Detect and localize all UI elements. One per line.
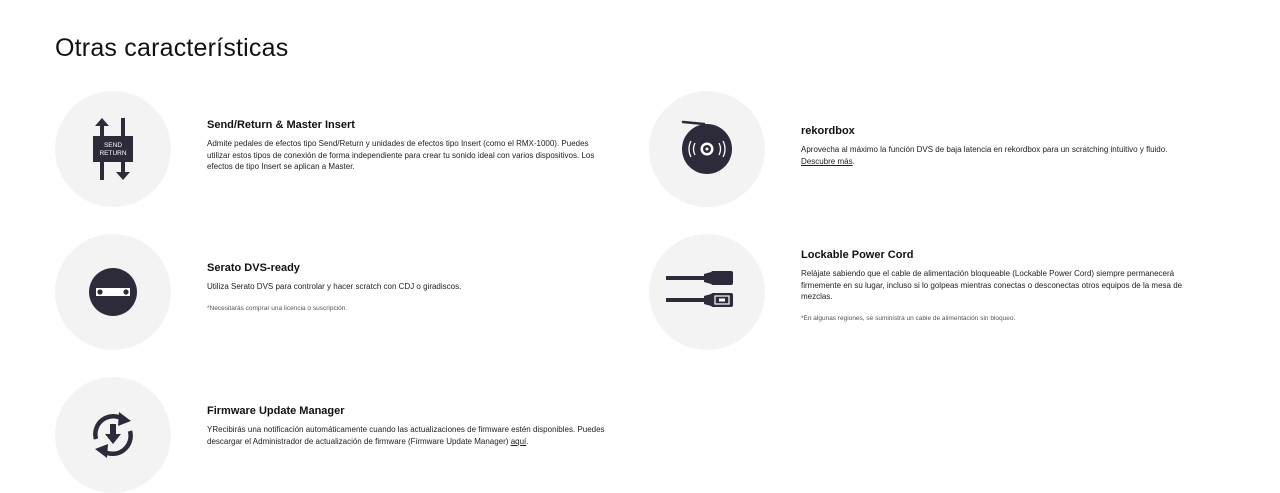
serato-dvs-icon	[55, 234, 171, 350]
feature-title: Firmware Update Manager	[207, 405, 345, 417]
send-label: SEND	[103, 142, 123, 149]
feature-icon-circle	[55, 234, 171, 350]
power-cord-icon	[649, 234, 765, 350]
feature-icon-circle	[55, 377, 171, 493]
feature-footnote: *En algunas regiones, se suministra un cable de alimentación sin bloqueo.	[801, 314, 1016, 322]
feature-title: Lockable Power Cord	[801, 249, 914, 261]
feature-description: YRecibirás una notificación automáticamente cuando las actualizaciones de firmware estén disponibles. Puedes descargar el Administrador de actualización de firmware (Firmware Update Manager) aquí.	[207, 425, 605, 446]
send-return-icon	[55, 91, 171, 207]
feature-footnote: *Necesitarás comprar una licencia o suscripción.	[207, 304, 348, 312]
feature-icon-circle	[649, 91, 765, 207]
feature-icon-circle	[55, 91, 171, 207]
feature-icon-circle	[649, 234, 765, 350]
feature-description: Relájate sabiendo que el cable de alimentación bloqueable (Lockable Power Cord) siempre permanecerá firmemente en su lugar, incluso si lo golpeas mientras conectas o desconectas otros equipos de la mesa de mezclas.	[801, 269, 1183, 301]
discover-more-link[interactable]: Descubre más	[801, 156, 853, 166]
return-label: RETURN	[99, 150, 127, 157]
feature-title: rekordbox	[801, 125, 855, 137]
vinyl-record-icon	[649, 91, 765, 207]
feature-title: Serato DVS-ready	[207, 262, 300, 274]
firmware-download-link[interactable]: aquí	[510, 436, 527, 446]
section-title: Otras características	[55, 34, 289, 62]
feature-description: Admite pedales de efectos tipo Send/Return y unidades de efectos tipo Insert (como el RMX-1000). Puedes utilizar estos tipos de conexión de forma independiente para crear tu sonido ideal con varios dispositivos. Los efectos de tipo Insert se aplican a Master.	[207, 139, 595, 171]
feature-description: Aprovecha al máximo la función DVS de baja latencia en rekordbox para un scratching intuitivo y fluido. Descubre más.	[801, 145, 1168, 166]
firmware-update-icon	[55, 377, 171, 493]
feature-title: Send/Return & Master Insert	[207, 119, 355, 131]
feature-description: Utiliza Serato DVS para controlar y hacer scratch con CDJ o giradiscos.	[207, 282, 462, 291]
